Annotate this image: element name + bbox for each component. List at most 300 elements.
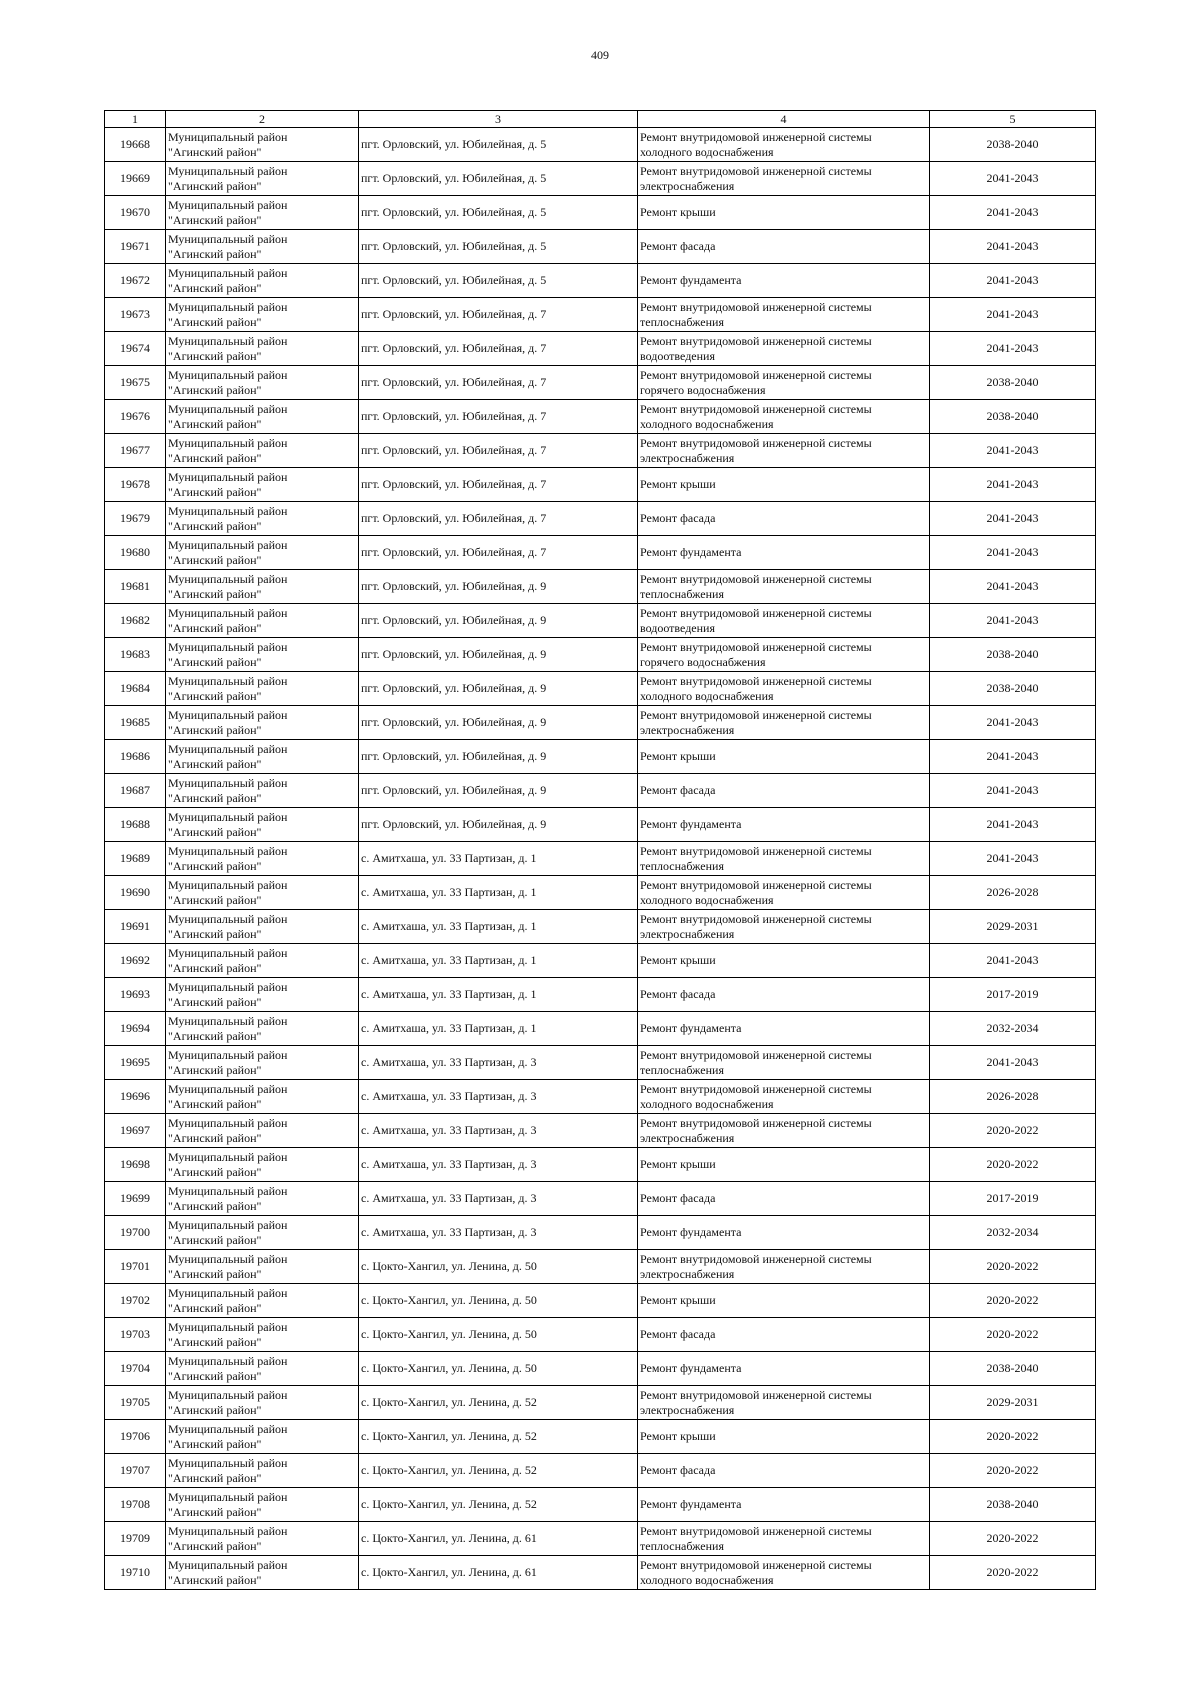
- table-row: [105, 808, 1096, 842]
- municipality-line: Муниципальный район: [168, 639, 288, 654]
- address-cell: пгт. Орловский, ул. Юбилейная, д. 9: [359, 774, 638, 808]
- work-type-cell: [638, 1352, 930, 1386]
- row-number-cell: 19670: [105, 196, 166, 230]
- table-row: [105, 706, 1096, 740]
- municipality-line: Муниципальный район: [168, 911, 288, 926]
- address-cell: пгт. Орловский, ул. Юбилейная, д. 7: [359, 298, 638, 332]
- table-row: [105, 1454, 1096, 1488]
- row-number-cell: 19693: [105, 978, 166, 1012]
- municipality-line: Муниципальный район: [168, 367, 288, 382]
- municipality-line: Муниципальный район: [168, 979, 288, 994]
- table-row: [105, 1386, 1096, 1420]
- municipality-line: Муниципальный район: [168, 1421, 288, 1436]
- table-row: [105, 434, 1096, 468]
- row-number-cell: 19675: [105, 366, 166, 400]
- work-type-line: электроснабжения: [640, 722, 735, 737]
- address-cell: с. Цокто-Хангил, ул. Ленина, д. 50: [359, 1284, 638, 1318]
- row-number-cell: 19680: [105, 536, 166, 570]
- municipality-line: "Агинский район": [168, 926, 262, 941]
- work-type-line: Ремонт внутридомовой инженерной системы: [640, 367, 872, 382]
- municipality-line: Муниципальный район: [168, 1523, 288, 1538]
- work-type-line: Ремонт внутридомовой инженерной системы: [640, 1251, 872, 1266]
- row-number-cell: 19706: [105, 1420, 166, 1454]
- work-type-cell: [638, 434, 930, 468]
- municipality-cell: [166, 128, 359, 162]
- municipality-line: "Агинский район": [168, 994, 262, 1009]
- address-cell: с. Амитхаша, ул. 33 Партизан, д. 1: [359, 842, 638, 876]
- work-type-line: Ремонт фасада: [640, 239, 716, 253]
- address-cell: с. Цокто-Хангил, ул. Ленина, д. 52: [359, 1488, 638, 1522]
- row-number-cell: 19681: [105, 570, 166, 604]
- municipality-line: Муниципальный район: [168, 1353, 288, 1368]
- row-number-cell: 19678: [105, 468, 166, 502]
- municipality-line: Муниципальный район: [168, 707, 288, 722]
- table-row: [105, 1012, 1096, 1046]
- period-cell: 2020-2022: [930, 1522, 1096, 1556]
- table-row: [105, 332, 1096, 366]
- table-row: [105, 298, 1096, 332]
- municipality-line: Муниципальный район: [168, 1013, 288, 1028]
- municipality-line: "Агинский район": [168, 1402, 262, 1417]
- work-type-line: электроснабжения: [640, 1266, 735, 1281]
- period-cell: 2041-2043: [930, 332, 1096, 366]
- municipality-line: Муниципальный район: [168, 469, 288, 484]
- municipality-line: Муниципальный район: [168, 571, 288, 586]
- work-type-cell: [638, 196, 930, 230]
- municipality-cell: [166, 434, 359, 468]
- municipality-line: Муниципальный район: [168, 197, 288, 212]
- municipality-cell: [166, 1250, 359, 1284]
- municipality-line: "Агинский район": [168, 416, 262, 431]
- column-header-4: 4: [638, 111, 930, 128]
- row-number-cell: 19688: [105, 808, 166, 842]
- work-type-cell: [638, 808, 930, 842]
- table-row: [105, 1250, 1096, 1284]
- address-cell: с. Амитхаша, ул. 33 Партизан, д. 3: [359, 1046, 638, 1080]
- address-cell: пгт. Орловский, ул. Юбилейная, д. 9: [359, 706, 638, 740]
- work-type-line: Ремонт внутридомовой инженерной системы: [640, 639, 872, 654]
- municipality-cell: [166, 774, 359, 808]
- municipality-line: Муниципальный район: [168, 1387, 288, 1402]
- municipality-line: "Агинский район": [168, 722, 262, 737]
- municipality-cell: [166, 502, 359, 536]
- work-type-line: горячего водоснабжения: [640, 382, 766, 397]
- work-type-line: Ремонт внутридомовой инженерной системы: [640, 129, 872, 144]
- work-type-line: теплоснабжения: [640, 586, 724, 601]
- work-type-cell: [638, 366, 930, 400]
- municipality-line: Муниципальный район: [168, 333, 288, 348]
- work-type-cell: [638, 910, 930, 944]
- work-type-line: Ремонт фасада: [640, 511, 716, 525]
- work-type-cell: [638, 876, 930, 910]
- address-cell: с. Цокто-Хангил, ул. Ленина, д. 50: [359, 1352, 638, 1386]
- municipality-cell: [166, 332, 359, 366]
- row-number-cell: 19672: [105, 264, 166, 298]
- municipality-cell: [166, 1454, 359, 1488]
- municipality-line: "Агинский район": [168, 1436, 262, 1451]
- row-number-cell: 19673: [105, 298, 166, 332]
- table-row: [105, 604, 1096, 638]
- municipality-line: Муниципальный район: [168, 1455, 288, 1470]
- address-cell: пгт. Орловский, ул. Юбилейная, д. 9: [359, 808, 638, 842]
- municipality-line: Муниципальный район: [168, 503, 288, 518]
- work-type-cell: [638, 1284, 930, 1318]
- work-type-line: водоотведения: [640, 348, 715, 363]
- municipality-line: Муниципальный район: [168, 843, 288, 858]
- municipality-cell: [166, 196, 359, 230]
- work-type-cell: [638, 1318, 930, 1352]
- work-type-line: Ремонт фасада: [640, 987, 716, 1001]
- period-cell: 2029-2031: [930, 1386, 1096, 1420]
- municipality-line: "Агинский район": [168, 1504, 262, 1519]
- table-row: [105, 1522, 1096, 1556]
- municipality-line: "Агинский район": [168, 1164, 262, 1179]
- work-type-cell: [638, 842, 930, 876]
- municipality-line: "Агинский район": [168, 348, 262, 363]
- municipality-line: "Агинский район": [168, 892, 262, 907]
- municipality-line: "Агинский район": [168, 1470, 262, 1485]
- column-header-2: 2: [166, 111, 359, 128]
- municipality-cell: [166, 468, 359, 502]
- period-cell: 2041-2043: [930, 842, 1096, 876]
- work-type-line: Ремонт внутридомовой инженерной системы: [640, 843, 872, 858]
- address-cell: пгт. Орловский, ул. Юбилейная, д. 9: [359, 604, 638, 638]
- municipality-cell: [166, 1148, 359, 1182]
- row-number-cell: 19674: [105, 332, 166, 366]
- work-type-line: холодного водоснабжения: [640, 1572, 774, 1587]
- work-type-line: холодного водоснабжения: [640, 144, 774, 159]
- period-cell: 2020-2022: [930, 1420, 1096, 1454]
- period-cell: 2041-2043: [930, 434, 1096, 468]
- municipality-cell: [166, 808, 359, 842]
- municipality-line: "Агинский район": [168, 484, 262, 499]
- work-type-line: Ремонт крыши: [640, 953, 716, 967]
- municipality-line: Муниципальный район: [168, 809, 288, 824]
- table-row: [105, 842, 1096, 876]
- municipality-line: "Агинский район": [168, 178, 262, 193]
- table-row: [105, 910, 1096, 944]
- work-type-cell: [638, 128, 930, 162]
- work-type-cell: [638, 1080, 930, 1114]
- work-type-line: Ремонт фундамента: [640, 1497, 742, 1511]
- row-number-cell: 19694: [105, 1012, 166, 1046]
- row-number-cell: 19702: [105, 1284, 166, 1318]
- period-cell: 2020-2022: [930, 1148, 1096, 1182]
- table-row: [105, 400, 1096, 434]
- municipality-line: "Агинский район": [168, 1572, 262, 1587]
- work-type-line: горячего водоснабжения: [640, 654, 766, 669]
- municipality-line: "Агинский район": [168, 382, 262, 397]
- municipality-line: "Агинский район": [168, 586, 262, 601]
- work-type-cell: [638, 672, 930, 706]
- municipality-cell: [166, 910, 359, 944]
- table-row: [105, 162, 1096, 196]
- address-cell: пгт. Орловский, ул. Юбилейная, д. 7: [359, 434, 638, 468]
- municipality-cell: [166, 1488, 359, 1522]
- work-type-cell: [638, 162, 930, 196]
- table-row: [105, 1114, 1096, 1148]
- period-cell: 2041-2043: [930, 502, 1096, 536]
- row-number-cell: 19683: [105, 638, 166, 672]
- municipality-line: Муниципальный район: [168, 1081, 288, 1096]
- municipality-line: "Агинский район": [168, 518, 262, 533]
- municipality-line: "Агинский район": [168, 1130, 262, 1145]
- work-type-line: Ремонт фундамента: [640, 817, 742, 831]
- work-type-line: Ремонт внутридомовой инженерной системы: [640, 1387, 872, 1402]
- municipality-line: "Агинский район": [168, 280, 262, 295]
- municipality-line: "Агинский район": [168, 620, 262, 635]
- row-number-cell: 19679: [105, 502, 166, 536]
- table-row: [105, 128, 1096, 162]
- address-cell: с. Цокто-Хангил, ул. Ленина, д. 52: [359, 1386, 638, 1420]
- work-type-cell: [638, 570, 930, 604]
- header-row: [105, 111, 1096, 128]
- period-cell: 2038-2040: [930, 400, 1096, 434]
- row-number-cell: 19677: [105, 434, 166, 468]
- municipality-line: Муниципальный район: [168, 741, 288, 756]
- work-type-cell: [638, 264, 930, 298]
- table-row: [105, 1318, 1096, 1352]
- work-type-line: Ремонт внутридомовой инженерной системы: [640, 333, 872, 348]
- work-type-line: электроснабжения: [640, 926, 735, 941]
- municipality-line: Муниципальный район: [168, 945, 288, 960]
- municipality-line: "Агинский район": [168, 1368, 262, 1383]
- period-cell: 2017-2019: [930, 978, 1096, 1012]
- municipality-cell: [166, 1114, 359, 1148]
- municipality-line: "Агинский район": [168, 960, 262, 975]
- row-number-cell: 19682: [105, 604, 166, 638]
- table-row: [105, 366, 1096, 400]
- row-number-cell: 19708: [105, 1488, 166, 1522]
- work-type-cell: [638, 978, 930, 1012]
- municipality-line: "Агинский район": [168, 858, 262, 873]
- period-cell: 2038-2040: [930, 1488, 1096, 1522]
- municipality-line: Муниципальный район: [168, 299, 288, 314]
- work-type-line: Ремонт внутридомовой инженерной системы: [640, 1557, 872, 1572]
- work-type-line: Ремонт внутридомовой инженерной системы: [640, 401, 872, 416]
- period-cell: 2029-2031: [930, 910, 1096, 944]
- work-type-cell: [638, 1148, 930, 1182]
- work-type-line: Ремонт крыши: [640, 1293, 716, 1307]
- address-cell: пгт. Орловский, ул. Юбилейная, д. 9: [359, 740, 638, 774]
- period-cell: 2041-2043: [930, 740, 1096, 774]
- table-row: [105, 1420, 1096, 1454]
- row-number-cell: 19676: [105, 400, 166, 434]
- work-type-cell: [638, 502, 930, 536]
- municipality-cell: [166, 706, 359, 740]
- address-cell: с. Амитхаша, ул. 33 Партизан, д. 3: [359, 1216, 638, 1250]
- work-type-line: Ремонт фундамента: [640, 545, 742, 559]
- period-cell: 2041-2043: [930, 162, 1096, 196]
- period-cell: 2041-2043: [930, 808, 1096, 842]
- work-type-line: Ремонт внутридомовой инженерной системы: [640, 605, 872, 620]
- period-cell: 2041-2043: [930, 196, 1096, 230]
- municipality-cell: [166, 672, 359, 706]
- municipality-line: Муниципальный район: [168, 775, 288, 790]
- municipality-line: "Агинский район": [168, 1232, 262, 1247]
- table-row: [105, 1148, 1096, 1182]
- period-cell: 2038-2040: [930, 366, 1096, 400]
- municipality-cell: [166, 1046, 359, 1080]
- period-cell: 2041-2043: [930, 570, 1096, 604]
- municipality-line: Муниципальный район: [168, 537, 288, 552]
- address-cell: с. Цокто-Хангил, ул. Ленина, д. 50: [359, 1250, 638, 1284]
- table-row: [105, 876, 1096, 910]
- municipality-line: Муниципальный район: [168, 265, 288, 280]
- work-type-cell: [638, 1216, 930, 1250]
- work-type-cell: [638, 1114, 930, 1148]
- work-type-line: теплоснабжения: [640, 314, 724, 329]
- municipality-cell: [166, 604, 359, 638]
- period-cell: 2041-2043: [930, 264, 1096, 298]
- work-type-line: Ремонт внутридомовой инженерной системы: [640, 1047, 872, 1062]
- municipality-line: "Агинский район": [168, 1062, 262, 1077]
- address-cell: с. Цокто-Хангил, ул. Ленина, д. 61: [359, 1522, 638, 1556]
- work-type-line: Ремонт внутридомовой инженерной системы: [640, 877, 872, 892]
- municipality-line: Муниципальный район: [168, 605, 288, 620]
- municipality-line: Муниципальный район: [168, 673, 288, 688]
- work-type-line: Ремонт фасада: [640, 1191, 716, 1205]
- row-number-cell: 19669: [105, 162, 166, 196]
- address-cell: с. Амитхаша, ул. 33 Партизан, д. 3: [359, 1114, 638, 1148]
- row-number-cell: 19687: [105, 774, 166, 808]
- municipality-cell: [166, 1284, 359, 1318]
- address-cell: с. Амитхаша, ул. 33 Партизан, д. 3: [359, 1182, 638, 1216]
- address-cell: с. Амитхаша, ул. 33 Партизан, д. 1: [359, 1012, 638, 1046]
- work-type-cell: [638, 468, 930, 502]
- work-type-line: Ремонт внутридомовой инженерной системы: [640, 1115, 872, 1130]
- work-type-line: электроснабжения: [640, 1402, 735, 1417]
- work-type-line: Ремонт внутридомовой инженерной системы: [640, 1523, 872, 1538]
- work-type-line: Ремонт внутридомовой инженерной системы: [640, 673, 872, 688]
- municipality-line: Муниципальный район: [168, 163, 288, 178]
- address-cell: пгт. Орловский, ул. Юбилейная, д. 7: [359, 468, 638, 502]
- period-cell: 2041-2043: [930, 944, 1096, 978]
- work-type-cell: [638, 1386, 930, 1420]
- address-cell: пгт. Орловский, ул. Юбилейная, д. 7: [359, 366, 638, 400]
- address-cell: пгт. Орловский, ул. Юбилейная, д. 7: [359, 502, 638, 536]
- work-type-line: холодного водоснабжения: [640, 892, 774, 907]
- period-cell: 2032-2034: [930, 1216, 1096, 1250]
- work-type-line: Ремонт фасада: [640, 783, 716, 797]
- work-type-line: электроснабжения: [640, 450, 735, 465]
- table-row: [105, 672, 1096, 706]
- municipality-line: Муниципальный район: [168, 1489, 288, 1504]
- address-cell: пгт. Орловский, ул. Юбилейная, д. 7: [359, 400, 638, 434]
- period-cell: 2041-2043: [930, 230, 1096, 264]
- work-type-line: Ремонт фундамента: [640, 273, 742, 287]
- municipality-line: Муниципальный район: [168, 877, 288, 892]
- municipality-line: "Агинский район": [168, 1266, 262, 1281]
- municipality-cell: [166, 1182, 359, 1216]
- municipality-line: "Агинский район": [168, 1096, 262, 1111]
- municipality-cell: [166, 162, 359, 196]
- period-cell: 2020-2022: [930, 1250, 1096, 1284]
- row-number-cell: 19692: [105, 944, 166, 978]
- municipality-line: Муниципальный район: [168, 435, 288, 450]
- work-type-cell: [638, 1012, 930, 1046]
- work-type-line: Ремонт внутридомовой инженерной системы: [640, 435, 872, 450]
- work-type-cell: [638, 1556, 930, 1590]
- work-type-cell: [638, 1454, 930, 1488]
- period-cell: 2041-2043: [930, 1046, 1096, 1080]
- municipality-line: "Агинский район": [168, 314, 262, 329]
- municipality-cell: [166, 1216, 359, 1250]
- period-cell: 2038-2040: [930, 1352, 1096, 1386]
- column-header-3: 3: [359, 111, 638, 128]
- work-type-line: Ремонт внутридомовой инженерной системы: [640, 163, 872, 178]
- period-cell: 2038-2040: [930, 672, 1096, 706]
- municipality-line: "Агинский район": [168, 1028, 262, 1043]
- table-row: [105, 638, 1096, 672]
- municipality-line: "Агинский район": [168, 756, 262, 771]
- period-cell: 2041-2043: [930, 706, 1096, 740]
- work-type-line: Ремонт внутридомовой инженерной системы: [640, 571, 872, 586]
- period-cell: 2017-2019: [930, 1182, 1096, 1216]
- row-number-cell: 19684: [105, 672, 166, 706]
- repair-schedule-table: [104, 110, 1096, 1590]
- municipality-cell: [166, 1352, 359, 1386]
- municipality-line: Муниципальный район: [168, 1557, 288, 1572]
- row-number-cell: 19690: [105, 876, 166, 910]
- work-type-line: электроснабжения: [640, 178, 735, 193]
- municipality-line: "Агинский район": [168, 450, 262, 465]
- work-type-line: Ремонт фасада: [640, 1463, 716, 1477]
- work-type-cell: [638, 298, 930, 332]
- table-row: [105, 196, 1096, 230]
- municipality-line: "Агинский район": [168, 688, 262, 703]
- work-type-cell: [638, 774, 930, 808]
- table-row: [105, 1080, 1096, 1114]
- municipality-cell: [166, 1318, 359, 1352]
- work-type-cell: [638, 740, 930, 774]
- work-type-cell: [638, 1250, 930, 1284]
- address-cell: с. Цокто-Хангил, ул. Ленина, д. 52: [359, 1454, 638, 1488]
- period-cell: 2041-2043: [930, 298, 1096, 332]
- work-type-cell: [638, 230, 930, 264]
- work-type-cell: [638, 1046, 930, 1080]
- municipality-cell: [166, 944, 359, 978]
- period-cell: 2020-2022: [930, 1318, 1096, 1352]
- page-number: 409: [591, 48, 609, 62]
- period-cell: 2020-2022: [930, 1284, 1096, 1318]
- municipality-cell: [166, 978, 359, 1012]
- municipality-line: Муниципальный район: [168, 1047, 288, 1062]
- municipality-cell: [166, 400, 359, 434]
- address-cell: с. Амитхаша, ул. 33 Партизан, д. 1: [359, 910, 638, 944]
- address-cell: с. Амитхаша, ул. 33 Партизан, д. 3: [359, 1080, 638, 1114]
- municipality-cell: [166, 1522, 359, 1556]
- municipality-line: Муниципальный район: [168, 1149, 288, 1164]
- row-number-cell: 19695: [105, 1046, 166, 1080]
- table-row: [105, 740, 1096, 774]
- row-number-cell: 19700: [105, 1216, 166, 1250]
- work-type-line: Ремонт внутридомовой инженерной системы: [640, 1081, 872, 1096]
- row-number-cell: 19696: [105, 1080, 166, 1114]
- municipality-cell: [166, 1012, 359, 1046]
- table-row: [105, 1284, 1096, 1318]
- work-type-line: холодного водоснабжения: [640, 688, 774, 703]
- municipality-line: "Агинский район": [168, 1538, 262, 1553]
- table-row: [105, 468, 1096, 502]
- municipality-line: Муниципальный район: [168, 1217, 288, 1232]
- municipality-line: "Агинский район": [168, 212, 262, 227]
- work-type-cell: [638, 1488, 930, 1522]
- address-cell: пгт. Орловский, ул. Юбилейная, д. 7: [359, 536, 638, 570]
- municipality-line: "Агинский район": [168, 790, 262, 805]
- table-row: [105, 1352, 1096, 1386]
- municipality-cell: [166, 366, 359, 400]
